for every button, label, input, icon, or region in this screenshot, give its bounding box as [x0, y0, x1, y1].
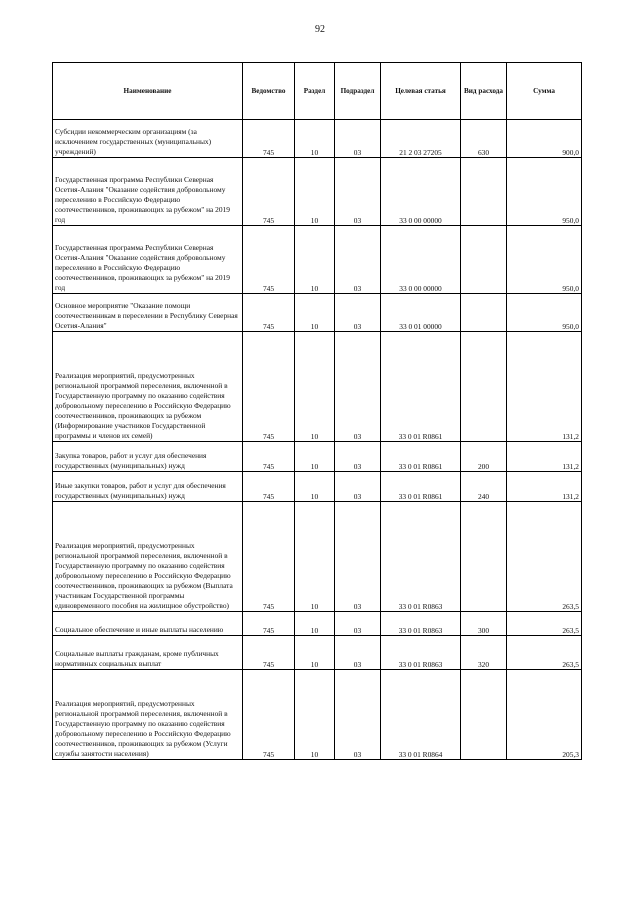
row-celevaya-statya: 33 0 01 R0863	[381, 636, 461, 670]
table-row	[53, 120, 582, 158]
row-podrazdel: 03	[335, 158, 381, 226]
table-row	[53, 670, 582, 760]
table-row	[53, 636, 582, 670]
row-vid-rashoda	[461, 294, 507, 332]
row-vedomstvo: 745	[243, 502, 295, 612]
page-number: 92	[315, 24, 325, 35]
table-row	[53, 332, 582, 442]
row-razdel: 10	[295, 294, 335, 332]
row-vedomstvo: 745	[243, 472, 295, 502]
row-razdel: 10	[295, 636, 335, 670]
row-podrazdel: 03	[335, 294, 381, 332]
row-summa: 900,0	[507, 120, 582, 158]
row-vid-rashoda: 200	[461, 442, 507, 472]
row-celevaya-statya: 33 0 01 R0864	[381, 670, 461, 760]
row-podrazdel: 03	[335, 332, 381, 442]
row-summa: 205,3	[507, 670, 582, 760]
row-podrazdel: 03	[335, 612, 381, 636]
table-row	[53, 294, 582, 332]
table-header-row	[53, 63, 582, 120]
row-vid-rashoda	[461, 502, 507, 612]
row-vid-rashoda	[461, 670, 507, 760]
row-podrazdel: 03	[335, 226, 381, 294]
table-row	[53, 612, 582, 636]
budget-table	[52, 62, 582, 760]
row-summa: 950,0	[507, 158, 582, 226]
row-summa: 263,5	[507, 502, 582, 612]
row-podrazdel: 03	[335, 472, 381, 502]
row-celevaya-statya: 33 0 00 00000	[381, 226, 461, 294]
row-vid-rashoda: 320	[461, 636, 507, 670]
row-razdel: 10	[295, 442, 335, 472]
table-row	[53, 502, 582, 612]
row-vid-rashoda: 300	[461, 612, 507, 636]
header-summa: Сумма	[507, 63, 582, 120]
row-vedomstvo: 745	[243, 670, 295, 760]
table-row	[53, 158, 582, 226]
row-summa: 131,2	[507, 332, 582, 442]
row-podrazdel: 03	[335, 120, 381, 158]
row-name: Основное мероприятие "Оказание помощи соотечественникам в переселении в Республику Северная Осетия-Алания"	[53, 294, 243, 332]
row-name: Иные закупки товаров, работ и услуг для обеспечения государственных (муниципальных) нужд	[53, 472, 243, 502]
header-name: Наименование	[53, 63, 243, 120]
row-vid-rashoda: 240	[461, 472, 507, 502]
row-podrazdel: 03	[335, 502, 381, 612]
row-summa: 131,2	[507, 442, 582, 472]
row-vedomstvo: 745	[243, 442, 295, 472]
row-razdel: 10	[295, 332, 335, 442]
row-razdel: 10	[295, 670, 335, 760]
row-razdel: 10	[295, 120, 335, 158]
table-row	[53, 226, 582, 294]
row-vedomstvo: 745	[243, 120, 295, 158]
row-summa: 263,5	[507, 612, 582, 636]
row-summa: 263,5	[507, 636, 582, 670]
header-vedomstvo: Ведомство	[243, 63, 295, 120]
row-name: Закупка товаров, работ и услуг для обеспечения государственных (муниципальных) нужд	[53, 442, 243, 472]
row-name: Социальное обеспечение и иные выплаты населению	[53, 612, 243, 636]
row-celevaya-statya: 33 0 01 R0861	[381, 332, 461, 442]
row-podrazdel: 03	[335, 442, 381, 472]
row-name: Субсидии некоммерческим организациям (за исключением государственных (муниципальных) учреждений)	[53, 120, 243, 158]
header-vid-rashoda: Вид расхода	[461, 63, 507, 120]
row-name: Социальные выплаты гражданам, кроме публичных нормативных социальных выплат	[53, 636, 243, 670]
row-razdel: 10	[295, 472, 335, 502]
row-celevaya-statya: 33 0 01 R0863	[381, 502, 461, 612]
row-vedomstvo: 745	[243, 612, 295, 636]
row-celevaya-statya: 33 0 01 00000	[381, 294, 461, 332]
row-celevaya-statya: 33 0 01 R0861	[381, 472, 461, 502]
row-vedomstvo: 745	[243, 294, 295, 332]
row-celevaya-statya: 33 0 01 R0861	[381, 442, 461, 472]
row-name: Реализация мероприятий, предусмотренных региональной программой переселения, включенной в Государственную программу по оказанию содействия добровольному переселению в Российскую Федерацию соотечественников, проживающих за рубежом (Услуги службы занятости населения)	[53, 670, 243, 760]
row-name: Реализация мероприятий, предусмотренных региональной программой переселения, включенной в Государственную программу по оказанию содействия добровольному переселению в Российскую Федерацию соотечественников, проживающих за рубежом (Информирование участников Государственной программы и членов их семей)	[53, 332, 243, 442]
row-summa: 131,2	[507, 472, 582, 502]
header-podrazdel: Подраздел	[335, 63, 381, 120]
row-razdel: 10	[295, 502, 335, 612]
row-name: Государственная программа Республики Северная Осетия-Алания "Оказание содействия добровольному переселению в Российскую Федерацию соотечественников, проживающих за рубежом" на 2019 год	[53, 158, 243, 226]
row-celevaya-statya: 21 2 03 27205	[381, 120, 461, 158]
row-celevaya-statya: 33 0 00 00000	[381, 158, 461, 226]
table-row	[53, 472, 582, 502]
header-celevaya-statya: Целевая статья	[381, 63, 461, 120]
row-podrazdel: 03	[335, 670, 381, 760]
row-vid-rashoda	[461, 226, 507, 294]
row-podrazdel: 03	[335, 636, 381, 670]
row-vedomstvo: 745	[243, 226, 295, 294]
row-summa: 950,0	[507, 294, 582, 332]
row-razdel: 10	[295, 226, 335, 294]
header-razdel: Раздел	[295, 63, 335, 120]
row-vid-rashoda	[461, 332, 507, 442]
row-celevaya-statya: 33 0 01 R0863	[381, 612, 461, 636]
row-vid-rashoda	[461, 158, 507, 226]
row-name: Государственная программа Республики Северная Осетия-Алания "Оказание содействия добровольному переселению в Российскую Федерацию соотечественников, проживающих за рубежом" на 2019 год	[53, 226, 243, 294]
table-row	[53, 442, 582, 472]
row-name: Реализация мероприятий, предусмотренных региональной программой переселения, включенной в Государственную программу по оказанию содействия добровольному переселению в Российскую Федерацию соотечественников, проживающих за рубежом (Выплата участникам Государственной программы единовременного пособия на жилищное обустройство)	[53, 502, 243, 612]
row-vedomstvo: 745	[243, 158, 295, 226]
row-summa: 950,0	[507, 226, 582, 294]
row-vedomstvo: 745	[243, 636, 295, 670]
row-razdel: 10	[295, 158, 335, 226]
row-razdel: 10	[295, 612, 335, 636]
row-vid-rashoda: 630	[461, 120, 507, 158]
row-vedomstvo: 745	[243, 332, 295, 442]
